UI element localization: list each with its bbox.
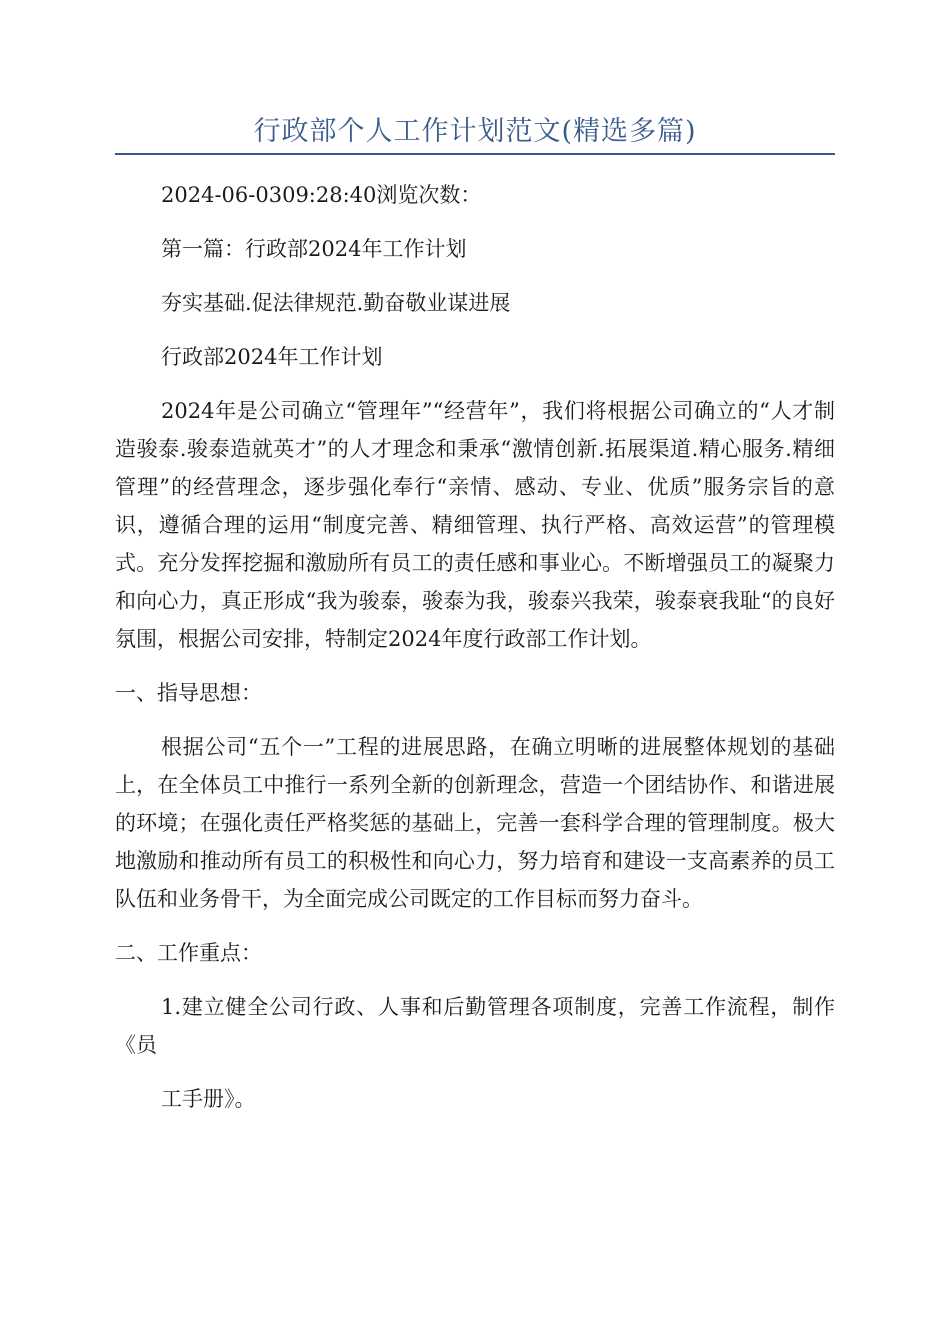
motto-line: 夯实基础.促法律规范.勤奋敬业谋进展	[161, 291, 511, 315]
focus-item-1-continuation: 工手册》。	[161, 1087, 256, 1111]
title-underline	[115, 153, 835, 155]
focus-item-1: 1.建立健全公司行政、人事和后勤管理各项制度，完善工作流程，制作《员	[115, 995, 835, 1057]
document-body	[115, 176, 835, 1134]
publish-meta: 2024-06-0309:28:40浏览次数：	[161, 183, 482, 207]
intro-paragraph: 2024年是公司确立“管理年”“经营年”，我们将根据公司确立的“人才制造骏泰.骏泰造就英才”的人才理念和秉承“激情创新.拓展渠道.精心服务.精细管理”的经营理念，逐步强化奉行“亲情、感动、专业、优质”服务宗旨的意识，遵循合理的运用“制度完善、精细管理、执行严格、高效运营”的管理模式。充分发挥挖掘和激励所有员工的责任感和事业心。不断增强员工的凝聚力和向心力，真正形成“我为骏泰，骏泰为我，骏泰兴我荣，骏泰衰我耻“的良好氛围，根据公司安排，特制定2024年度行政部工作计划。	[115, 399, 835, 651]
plan-subtitle: 行政部2024年工作计划	[161, 345, 383, 369]
chapter-heading: 第一篇：行政部2024年工作计划	[161, 237, 467, 261]
section-heading-focus: 二、工作重点：	[115, 941, 262, 965]
section-heading-guiding: 一、指导思想：	[115, 681, 262, 705]
guiding-paragraph: 根据公司“五个一”工程的进展思路，在确立明晰的进展整体规划的基础上，在全体员工中推行一系列全新的创新理念，营造一个团结协作、和谐进展的环境；在强化责任严格奖惩的基础上，完善一套科学合理的管理制度。极大地激励和推动所有员工的积极性和向心力，努力培育和建设一支高素养的员工队伍和业务骨干，为全面完成公司既定的工作目标而努力奋斗。	[115, 735, 835, 911]
document-title: 行政部个人工作计划范文(精选多篇)	[253, 116, 697, 147]
